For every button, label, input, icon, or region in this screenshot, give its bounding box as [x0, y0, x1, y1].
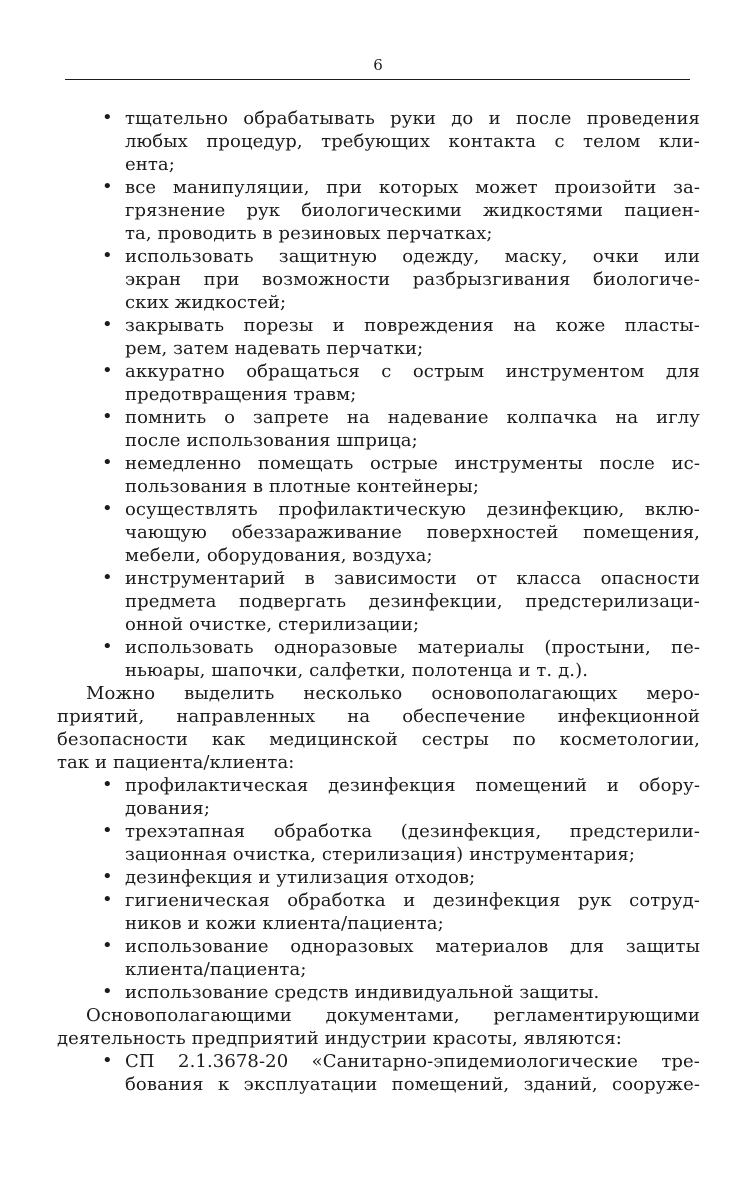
text-line: зационная очистка, стерилизация) инструментария;	[125, 844, 636, 865]
bullet-icon: •	[102, 774, 113, 795]
paragraph	[57, 682, 700, 774]
text-line: приятий, направленных на обеспечение инфекционной	[57, 706, 700, 727]
list-item	[57, 820, 700, 866]
list-item	[57, 567, 700, 636]
bullet-icon: •	[102, 935, 113, 956]
text-line: грязнение рук биологическими жидкостями пациен-	[125, 200, 700, 221]
text-line: экран при возможности разбрызгивания биологиче-	[125, 269, 700, 290]
bullet-icon: •	[102, 498, 113, 519]
text-line: тщательно обрабатывать руки до и после проведения	[125, 108, 700, 129]
text-line: осуществлять профилактическую дезинфекцию, вклю-	[125, 499, 700, 520]
text-line: клиента/пациента;	[125, 959, 307, 980]
text-line: Можно выделить несколько основополагающих меро-	[86, 683, 700, 704]
text-line: любых процедур, требующих контакта с телом кли-	[125, 131, 700, 152]
list-item	[57, 1050, 700, 1096]
text-line: использование средств индивидуальной защиты.	[125, 982, 600, 1003]
text-line: после использования шприца;	[125, 430, 418, 451]
text-line: так и пациента/клиента:	[57, 752, 295, 773]
list-item	[57, 935, 700, 981]
text-line: дезинфекция и утилизация отходов;	[125, 867, 476, 888]
text-line: пользования в плотные контейнеры;	[125, 476, 479, 497]
list-item	[57, 406, 700, 452]
text-line: мебели, оборудования, воздуха;	[125, 545, 433, 566]
text-line: та, проводить в резиновых перчатках;	[125, 223, 493, 244]
text-line: чающую обеззараживание поверхностей помещения,	[125, 522, 700, 543]
list-item	[57, 498, 700, 567]
text-line: предотвращения травм;	[125, 384, 357, 405]
text-line: ньюары, шапочки, салфетки, полотенца и т. д.).	[125, 660, 589, 681]
text-line: аккуратно обращаться с острым инструментом для	[125, 361, 700, 382]
bullet-icon: •	[102, 889, 113, 910]
list-item	[57, 360, 700, 406]
text-line: закрывать порезы и повреждения на коже пласты-	[125, 315, 700, 336]
text-line: бования к эксплуатации помещений, зданий, сооруже-	[125, 1074, 700, 1095]
text-line: деятельность предприятий индустрии красоты, являются:	[57, 1028, 622, 1049]
list-item	[57, 107, 700, 176]
text-line: онной очистке, стерилизации;	[125, 614, 420, 635]
bullet-icon: •	[102, 360, 113, 381]
list-item	[57, 314, 700, 360]
text-line: трехэтапная обработка (дезинфекция, предстерили-	[125, 821, 700, 842]
list-item	[57, 176, 700, 245]
bullet-icon: •	[102, 245, 113, 266]
list-item	[57, 889, 700, 935]
bullet-icon: •	[102, 1050, 113, 1071]
page-body	[57, 107, 700, 1096]
text-line: помнить о запрете на надевание колпачка на иглу	[125, 407, 700, 428]
bullet-icon: •	[102, 406, 113, 427]
page-number: 6	[373, 56, 383, 74]
text-line: безопасности как медицинской сестры по косметологии,	[57, 729, 700, 750]
header-rule	[65, 79, 690, 80]
list-item	[57, 245, 700, 314]
bullet-icon: •	[102, 107, 113, 128]
bullet-icon: •	[102, 636, 113, 657]
list-item	[57, 866, 700, 889]
text-line: дования;	[125, 798, 210, 819]
list-item	[57, 636, 700, 682]
bullet-icon: •	[102, 452, 113, 473]
bullet-icon: •	[102, 981, 113, 1002]
paragraph	[57, 1004, 700, 1050]
bullet-icon: •	[102, 314, 113, 335]
bullet-icon: •	[102, 567, 113, 588]
bullet-icon: •	[102, 176, 113, 197]
bullet-icon: •	[102, 866, 113, 887]
list-item	[57, 981, 700, 1004]
text-line: СП 2.1.3678-20 «Санитарно-эпидемиологические тре-	[125, 1051, 700, 1072]
bullet-icon: •	[102, 820, 113, 841]
text-line: предмета подвергать дезинфекции, предстерилизаци-	[125, 591, 700, 612]
text-line: использование одноразовых материалов для защиты	[125, 936, 700, 957]
text-line: рем, затем надевать перчатки;	[125, 338, 424, 359]
text-line: немедленно помещать острые инструменты после ис-	[125, 453, 700, 474]
list-item	[57, 774, 700, 820]
text-line: профилактическая дезинфекция помещений и обору-	[125, 775, 700, 796]
text-line: использовать защитную одежду, маску, очки или	[125, 246, 700, 267]
text-line: ских жидкостей;	[125, 292, 287, 313]
text-line: инструментарий в зависимости от класса опасности	[125, 568, 700, 589]
list-item	[57, 452, 700, 498]
text-line: ента;	[125, 154, 175, 175]
text-line: все манипуляции, при которых может произойти за-	[125, 177, 700, 198]
text-line: Основополагающими документами, регламентирующими	[86, 1005, 700, 1026]
text-line: использовать одноразовые материалы (простыни, пе-	[125, 637, 700, 658]
text-line: ников и кожи клиента/пациента;	[125, 913, 444, 934]
text-line: гигиеническая обработка и дезинфекция рук сотруд-	[125, 890, 700, 911]
